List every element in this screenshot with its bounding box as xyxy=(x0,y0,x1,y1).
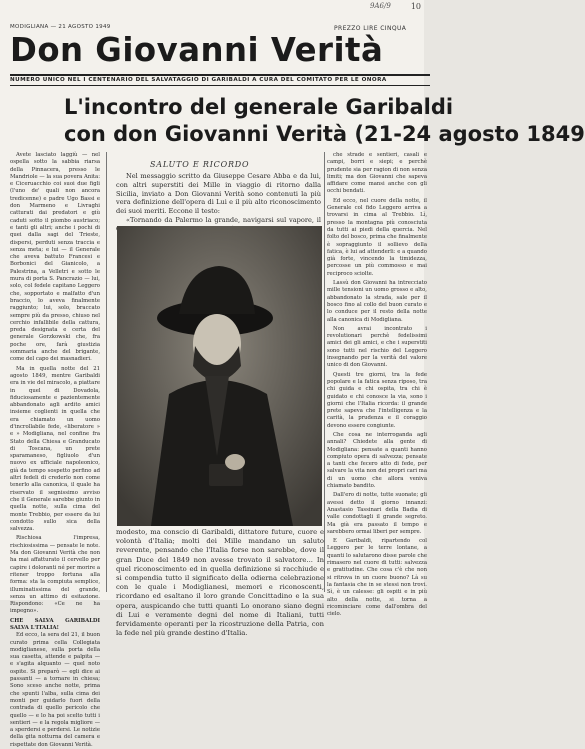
masthead-rule-top xyxy=(10,74,430,76)
right-column-text xyxy=(327,152,427,618)
column-divider-left xyxy=(106,152,107,592)
center-body-text: modesto, ma conscio di Garibaldi, dittatore future, cuore e volontà d'Italia; molti dei Mille mandano un saluto reverente, pensando che l'Italia forse non sarebbe, dove il gran Duce del 1849 non avesse trovato il salvatore... In quel riconoscimento ed in quella definizione si racchiude e si compendia tutto il significato della odierna celebrazione con le quale i Modiglianesi, memori e riconoscenti, ricordano ed esaltano il loro grande Concittadino e la sua opera, auspicando che tutti quanti Lo onorano siano degni di Lui e veramente degni del nome di Italiani, tutti fervidamente operanti per la ricostruzione della Patria, con la fede nel più grande destino d'Italia. xyxy=(116,528,324,638)
masthead-rule-bottom xyxy=(10,85,430,86)
quote-paragraph: «Tornando da Palermo la grande, navigarsi sul vapore, il xyxy=(126,215,321,224)
place-date: MODIGLIANA — 21 AGOSTO 1949 xyxy=(10,24,111,30)
right-paragraph: Dall'ero di notte, tutte suonate; gli avessi detto il giorno innanzi: Anastasio Tassinari della Badia di valle condottagli il grande segreto. Ma già era passato il tempo e sarebbero ormai liberi per sempre. xyxy=(327,492,427,535)
right-paragraph: Che cosa ne interroganda agli annali? Chiedete alla gente di Modigliana: pensate a quanti hanno compiuto opera di salvezza; pensate a tanti che fecero atto di fede, per salvare la vita non dei propri cari ma di un uomo che allora veniva chiamato bandito. xyxy=(327,431,427,490)
main-headline xyxy=(64,94,585,148)
right-paragraph: Lassù don Giovanni ha intrecciato mille tensioni un uomo grosso e alto, abbandonato la strada, sale per il bosco fino al collo del buon curato e lo conduce per il resto della notte alla canonica di Modigliana. xyxy=(327,280,427,323)
portrait-figure xyxy=(117,226,322,526)
price-label: PREZZO LIRE CINQUA xyxy=(334,25,407,32)
portrait-photo xyxy=(117,226,322,526)
headline-line-2: con don Giovanni Verità (21-24 agosto 1849 xyxy=(64,122,585,146)
column-divider-right xyxy=(324,152,325,592)
right-paragraph: E Garibaldi, ripartendo col Leggero per le terre lontane, a quanti lo salutarono disse parole che rimasero nel cuore di tutti: salvezza e gratitudine. Che cosa c'è che non si ritrova in un cuore buono? Là su la fantasia che in se stessi non trovi. Sì, è un calesse: gli ospiti e in più alto della notte, si torna a ricominciare come dall'ombra del cielo. xyxy=(327,538,427,618)
corner-mark: 10 xyxy=(410,2,421,11)
left-paragraph: Ed ecco, la sera del 21, il buon curato prima cella Collegiata modiglianese, sulla porta della sua casetta, attende e palpita — e s'agita alquanto — quel noto ospite. Si preparò — egli dice ai passanti — a tornare in chiesa; Sono sceso anche notte, prima che spunti l'alba, sulla cima dei monti per guidarlo fuori della contrada di quello pericolo che quello — e lo ha poi scelto tutti i sentieri — e la regola migliore — a sperdersi e perdersi. Le notizie della gita notturna del camera e rispettate don Giovanni Verità. xyxy=(10,632,100,748)
intro-paragraph: Nel messaggio scritto da Giuseppe Cesare Abba e da lui, con altri superstiti dei Mille in viaggio di ritorno dalla Sicilia, inviato a Don Giovanni Verità sono contenuti la più vera definizione dell'opera di Lui e il più alto riconoscimento dei suoi meriti. Eccone il testo: xyxy=(116,172,321,216)
masthead-subline: NUMERO UNICO NEL I CENTENARIO DEL SALVATAGGIO DI GARIBALDI A CURA DEL COMITATO PER LE ONORA xyxy=(10,77,387,83)
left-column-text xyxy=(10,152,100,748)
right-paragraph: che strade e sentieri, casali e campi, borri e siepi; e perchè prudente sia per ragion di non senza limiti; ma don Giovanni che sapeva affidare come mansi anche con gli occhi bendati. xyxy=(327,152,427,195)
masthead-title: Don Giovanni Verità xyxy=(10,30,384,69)
left-paragraph: Ma in quella notte del 21 agosto 1849, mentre Garibaldi era in vie del miracolo, a piattare in quel di Dovadola, fiduciosamente e pazientemente abbandonato agli ardito amici insieme coglienti in quella che era chiamato un uomo d'incrollabile fede, «liberatore » e » Modigliana, nel confine fra Stato della Chiesa e Granducato di Toscana, un prete sparamaneso, figliuolo d'un nuovo ex ufficiale napoleonico, già da tempo sospetto perfino ad altri fedeli di crederlo non come tenerlo alla canonica, il quale ha riservato il segnissimo avviso che il Generale sarebbe giunto in quella notte, sulla cima del monte Trebbio, per essere da lui condotto sullo sica della salvezza. xyxy=(10,365,100,533)
right-paragraph: Non avrai incontrato i revolutionari perchè fedelissimi amici dei gli amici, e che i superstiti sono tutti nel rischio del Leggero insegnando per la verità del valore unico di don Giovanni. xyxy=(327,325,427,369)
left-paragraph: Avete lasciato laggiù — nel ospella sotto la sabbia riarsa della Pinnacera, presso le Mandriole — la sua povera Anita: e Ciceruacchio coi suoi due figli (l'uno de' quali non ancora tredicenne) e padre Ugo Bassi e don Marmeno e Livraghi catturati dai predatori e giù caduti sotto il piombo austriaco; e tanti gli altri; anche i pochi di quei dalla sagi del Trieste, dispersi, perduti senza traccia e senza meta; e lui — il Generale che aveva battuto Francesi e Borbonici del Gianicolo, a Palestrina, a Velletri e sotto le mura di porta S. Pancrazio — lui, solo, col fedele capitano Leggero che, sopportato e malfatto d'un braccio, lo aveva finalmente raggiunto; lui, solo, braccato sempre più da presso, chiuso nel cerchio infallibile della cattura, preda designata e certa del generale Gorzkowski che, fra poche ore, farà giustizia sommaria anche del brigante, come del capo dei masnadieri. xyxy=(10,152,100,363)
archive-reference: 9A6/9 xyxy=(370,2,391,10)
left-subhead: CHE SALVA GARIBALDI SALVA L'ITALIA! xyxy=(10,617,100,631)
center-intro xyxy=(116,172,321,234)
headline-line-1: L'incontro del generale Garibaldi xyxy=(64,95,454,119)
section-title: SALUTO E RICORDO xyxy=(150,160,250,169)
right-paragraph: Ed ecco, nel cuore della notte, il Generale col fido Leggero arriva a trovarsi in cima al Trebbio. Lì, presso la montagna più conosciuta da tutti ai piedi della quercia. Nel folto del bosco, prima che finalmente è sopraggiunto il sollievo della fatica, è lui ad attenderli: e a quando già forte, vincendo la timidezza, percosse un più commosso e mai reciproco sciolte. xyxy=(327,197,427,277)
left-paragraph: Rischiosa l'impresa, rischiosissima — pensate le note. Ma don Giovanni Verità che non ha mai affatturato il cervello per capire i doloranti né per morire a ritener troppo fortuna alla forma: sta la compiuta semplice, illuminatissima del grande, senza un attimo di esitazione. Rispondono: «Ce ne ha impegno». xyxy=(10,535,100,615)
right-paragraph: Questi tre giorni, tra la fede popolare e la fatica senza riposo, tra chi guida e chi ospita, tra chi è guidato e chi conosce la via, sono i giorni che l'Italia ricorda: il grande prete sapeva che l'intelligenza e la carità, la prudenza e il coraggio devono essere congiunte. xyxy=(327,371,427,429)
